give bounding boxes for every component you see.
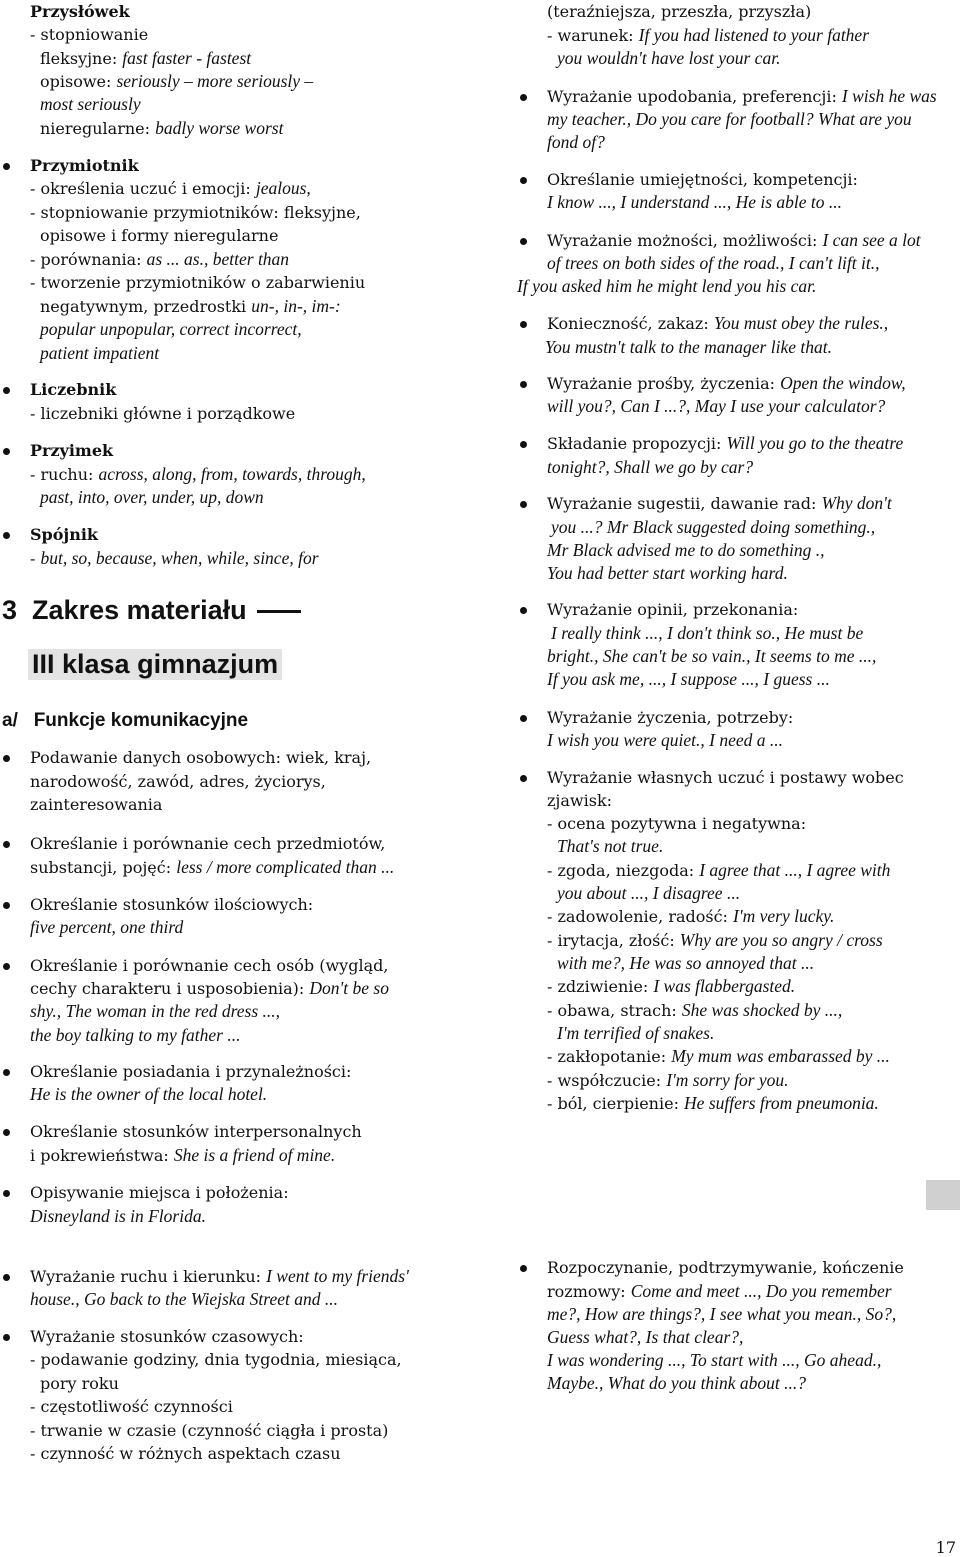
left-line <box>30 1000 280 1024</box>
left-line <box>30 746 371 770</box>
right-line <box>547 1326 743 1350</box>
left-line <box>30 1205 206 1229</box>
example-text: patient impatient <box>40 343 160 363</box>
example-text: Why are you so angry / cross <box>679 930 883 950</box>
body-text: fleksyjne: <box>40 49 123 68</box>
right-line <box>547 859 890 883</box>
right-line <box>517 275 816 299</box>
example-text: If you asked him he might lend you his car. <box>517 276 817 296</box>
body-text: Składanie propozycji: <box>547 434 727 453</box>
left-line <box>30 1265 409 1289</box>
right-line <box>551 622 863 646</box>
left-line <box>30 23 148 47</box>
right-line <box>547 432 903 456</box>
body-text: substancji, pojęć: <box>30 858 177 877</box>
section-title: Zakres materiału <box>32 595 247 625</box>
body-text: - porównania: <box>30 250 147 269</box>
left-line <box>40 117 283 141</box>
body-text: - ból, cierpienie: <box>547 1094 685 1113</box>
bullet-icon <box>3 448 10 455</box>
example-text: Maybe., What do you think about ...? <box>547 1373 807 1393</box>
body-text: - stopniowanie <box>30 25 149 44</box>
example-text: seriously – more seriously – <box>116 71 314 91</box>
example-text: I know ..., I understand ..., He is able to ... <box>547 192 843 212</box>
left-line <box>30 1419 388 1443</box>
body-text: negatywnym, przedrostki <box>40 297 252 316</box>
right-line <box>557 882 740 906</box>
bullet-icon <box>3 163 10 170</box>
example-text: you wouldn't have lost your car. <box>557 48 781 68</box>
right-line <box>551 516 875 540</box>
heading-text: Przyimek <box>30 441 114 460</box>
left-line <box>30 1060 351 1084</box>
bullet-icon <box>3 963 10 970</box>
left-line <box>40 47 251 71</box>
example-text: That's not true. <box>557 836 664 856</box>
left-line <box>30 201 361 225</box>
body-text: opisowe: <box>40 72 117 91</box>
left-line <box>30 856 394 880</box>
body-text: nieregularne: <box>40 119 156 138</box>
right-line <box>547 1372 806 1396</box>
section-number: 3 <box>2 595 18 625</box>
left-line <box>30 893 313 917</box>
example-text: badly worse worst <box>155 118 284 138</box>
section-heading <box>2 595 301 626</box>
body-text: - ocena pozytywna i negatywna: <box>547 814 807 833</box>
right-line <box>547 1256 904 1280</box>
left-line <box>30 1442 341 1466</box>
left-line <box>30 177 311 201</box>
page-number: 17 <box>935 1538 956 1557</box>
example-text: less / more complicated than ... <box>176 857 395 877</box>
bullet-icon <box>520 715 527 722</box>
body-text: - warunek: <box>547 26 639 45</box>
example-text: If you ask me, ..., I suppose ..., I guess ... <box>547 669 830 689</box>
right-line <box>557 835 663 859</box>
example-text: house., Go back to the Wiejska Street and ... <box>30 1289 338 1309</box>
example-text: You must obey the rules., <box>713 313 889 333</box>
bullet-icon <box>3 755 10 762</box>
left-line <box>30 1395 233 1419</box>
right-line <box>547 999 842 1023</box>
example-text: I was flabbergasted. <box>653 976 796 996</box>
right-line <box>547 1045 890 1069</box>
left-line <box>30 0 130 24</box>
bullet-icon <box>520 441 527 448</box>
left-line <box>30 1288 338 1312</box>
left-line <box>30 977 389 1001</box>
body-text: - liczebniki główne i porządkowe <box>30 404 296 423</box>
subsection-label: a/ <box>2 710 18 731</box>
right-line <box>547 812 806 836</box>
subsection-heading <box>2 710 248 732</box>
left-line <box>40 342 159 366</box>
left-line <box>40 318 302 342</box>
body-text: - <box>30 549 41 568</box>
body-text: Określanie posiadania i przynależności: <box>30 1062 352 1081</box>
left-line <box>40 70 313 94</box>
body-text: Opisywanie miejsca i położenia: <box>30 1183 289 1202</box>
example-text: me?, How are things?, I see what you mean., So?, <box>547 1304 897 1324</box>
example-text: Don't be so <box>309 978 389 998</box>
body-text: Wyrażanie własnych uczuć i postawy wobec <box>547 768 904 787</box>
body-text: Wyrażanie upodobania, preferencji: <box>547 87 842 106</box>
right-line <box>547 645 876 669</box>
right-line <box>547 539 825 563</box>
left-line <box>30 1083 267 1107</box>
bullet-icon <box>520 1265 527 1272</box>
example-text: Mr Black advised me to do something ., <box>547 540 825 560</box>
example-text: I really think ..., I don't think so., He must be <box>551 623 864 643</box>
body-text: Wyrażanie sugestii, dawanie rad: <box>547 494 822 513</box>
example-text: the boy talking to my father ... <box>30 1025 241 1045</box>
left-line <box>40 93 141 117</box>
example-text: Guess what?, Is that clear?, <box>547 1327 744 1347</box>
left-line <box>40 295 341 319</box>
left-line <box>30 1181 289 1205</box>
left-line <box>30 954 388 978</box>
heading-text: Przymiotnik <box>30 156 139 175</box>
bullet-icon <box>3 1334 10 1341</box>
left-line <box>30 439 113 463</box>
body-text: - trwanie w czasie (czynność ciągła i prosta) <box>30 1421 389 1440</box>
left-line <box>30 523 98 547</box>
example-text: you ...? Mr Black suggested doing something., <box>551 517 876 537</box>
example-text: Why don't <box>821 493 892 513</box>
right-line <box>547 85 937 109</box>
bullet-icon <box>3 841 10 848</box>
example-text: shy., The woman in the red dress ..., <box>30 1001 281 1021</box>
bullet-icon <box>3 387 10 394</box>
right-line <box>547 395 885 419</box>
right-line <box>557 952 814 976</box>
right-line <box>547 131 605 155</box>
left-line <box>30 402 295 426</box>
body-text: Określanie i porównanie cech osób (wygląd, <box>30 956 389 975</box>
bullet-icon <box>520 607 527 614</box>
bullet-icon <box>3 1190 10 1197</box>
example-text: I went to my friends' <box>266 1266 409 1286</box>
example-text: Open the window, <box>780 373 906 393</box>
body-text: Wyrażanie życzenia, potrzeby: <box>547 708 794 727</box>
body-text: - obawa, strach: <box>547 1001 682 1020</box>
bullet-icon <box>3 1274 10 1281</box>
grey-marker <box>926 1180 960 1210</box>
bullet-icon <box>520 94 527 101</box>
right-line <box>547 456 753 480</box>
body-text: - podawanie godziny, dnia tygodnia, miesiąca, <box>30 1350 402 1369</box>
body-text: - ruchu: <box>30 465 99 484</box>
right-line <box>547 108 912 132</box>
example-text: You had better start working hard. <box>547 563 788 583</box>
example-text: my teacher., Do you care for football? What are you <box>547 109 912 129</box>
bullet-icon <box>3 1069 10 1076</box>
example-text: She is a friend of mine. <box>173 1145 336 1165</box>
right-line <box>547 191 842 215</box>
left-line <box>30 154 139 178</box>
example-text: Disneyland is in Florida. <box>30 1206 206 1226</box>
right-line <box>547 905 834 929</box>
example-text: tonight?, Shall we go by car? <box>547 457 754 477</box>
body-text: Określanie stosunków interpersonalnych <box>30 1122 362 1141</box>
example-text: popular unpopular, correct incorrect, <box>40 319 302 339</box>
heading-text: Przysłówek <box>30 2 130 21</box>
example-text: If you had listened to your father <box>638 25 870 45</box>
example-text: but, so, because, when, while, since, for <box>40 548 319 568</box>
left-line <box>30 1120 362 1144</box>
left-line <box>30 770 326 794</box>
body-text: cechy charakteru i usposobienia): <box>30 979 310 998</box>
example-text: You mustn't talk to the manager like that. <box>545 337 832 357</box>
left-line <box>30 793 162 817</box>
body-text: zainteresowania <box>30 795 163 814</box>
body-text: - określenia uczuć i emocji: <box>30 179 256 198</box>
right-line <box>547 492 892 516</box>
left-line <box>30 271 365 295</box>
right-line <box>547 668 830 692</box>
left-line <box>30 378 116 402</box>
body-text: - irytacja, złość: <box>547 931 680 950</box>
bullet-icon <box>520 321 527 328</box>
body-text: Określanie i porównanie cech przedmiotów, <box>30 834 386 853</box>
body-text: - częstotliwość czynności <box>30 1397 233 1416</box>
body-text: - zadowolenie, radość: <box>547 907 734 926</box>
body-text: - stopniowanie przymiotników: fleksyjne, <box>30 203 361 222</box>
right-line <box>547 706 793 730</box>
body-text: i pokrewieństwa: <box>30 1146 174 1165</box>
body-text: - tworzenie przymiotników o zabarwieniu <box>30 273 366 292</box>
example-text: will you?, Can I ...?, May I use your calculator? <box>547 396 886 416</box>
body-text: - zakłopotanie: <box>547 1047 672 1066</box>
example-text: I was wondering ..., To start with ..., Go ahead., <box>547 1350 882 1370</box>
left-line <box>30 1024 240 1048</box>
example-text: fond of? <box>547 132 605 152</box>
body-text: opisowe i formy nieregularne <box>40 226 279 245</box>
example-text: I'm terrified of snakes. <box>557 1023 715 1043</box>
body-text: Konieczność, zakaz: <box>547 314 714 333</box>
heading-text: Spójnik <box>30 525 98 544</box>
left-line <box>30 1348 402 1372</box>
body-text: pory roku <box>40 1374 119 1393</box>
right-line <box>547 252 880 276</box>
example-text: I wish you were quiet., I need a ... <box>547 730 784 750</box>
left-line <box>30 463 366 487</box>
example-text: I can see a lot <box>822 230 921 250</box>
body-text: - zgoda, niezgoda: <box>547 861 700 880</box>
body-text: - zdziwienie: <box>547 977 654 996</box>
example-text: He suffers from pneumonia. <box>684 1093 879 1113</box>
body-text: Określanie umiejętności, kompetencji: <box>547 170 858 189</box>
body-text: Wyrażanie prośby, życzenia: <box>547 374 781 393</box>
example-text: most seriously <box>40 94 141 114</box>
body-text: zjawisk: <box>547 791 613 810</box>
example-text: He is the owner of the local hotel. <box>30 1084 268 1104</box>
class-subtitle: III klasa gimnazjum <box>28 649 282 680</box>
example-text: five percent, one third <box>30 917 184 937</box>
example-text: un-, in-, im-: <box>251 296 341 316</box>
left-line <box>30 547 319 571</box>
body-text: Wyrażanie opinii, przekonania: <box>547 600 799 619</box>
right-line <box>547 1349 881 1373</box>
example-text: jealous, <box>255 178 311 198</box>
example-text: I'm sorry for you. <box>666 1070 789 1090</box>
example-text: fast faster - fastest <box>122 48 252 68</box>
bullet-icon <box>520 238 527 245</box>
body-text: - współczucie: <box>547 1071 667 1090</box>
bullet-icon <box>520 775 527 782</box>
body-text: Wyrażanie ruchu i kierunku: <box>30 1267 267 1286</box>
right-line <box>547 562 788 586</box>
body-text: Określanie stosunków ilościowych: <box>30 895 314 914</box>
right-line <box>547 1069 789 1093</box>
right-line <box>557 1022 714 1046</box>
right-line <box>547 312 888 336</box>
left-line <box>30 832 385 856</box>
bullet-icon <box>520 381 527 388</box>
right-line <box>547 1280 892 1304</box>
right-line <box>547 0 811 24</box>
example-text: Come and meet ..., Do you remember <box>630 1281 892 1301</box>
example-text: of trees on both sides of the road., I can't lift it., <box>547 253 880 273</box>
right-line <box>547 1092 879 1116</box>
example-text: Will you go to the theatre <box>726 433 904 453</box>
right-line <box>545 336 832 360</box>
right-line <box>547 168 858 192</box>
body-text: - czynność w różnych aspektach czasu <box>30 1444 341 1463</box>
example-text: you about ..., I disagree ... <box>557 883 741 903</box>
example-text: My mum was embarassed by ... <box>671 1046 890 1066</box>
right-line <box>547 1303 896 1327</box>
heading-text: Liczebnik <box>30 380 117 399</box>
right-line <box>547 598 798 622</box>
body-text: Podawanie danych osobowych: wiek, kraj, <box>30 748 372 767</box>
right-line <box>547 729 783 753</box>
example-text: bright., She can't be so vain., It seems to me ..., <box>547 646 877 666</box>
right-line <box>547 929 883 953</box>
right-line <box>547 766 904 790</box>
example-text: I'm very lucky. <box>733 906 835 926</box>
example-text: with me?, He was so annoyed that ... <box>557 953 815 973</box>
example-text: as ... as., better than <box>146 249 290 269</box>
left-line <box>40 224 278 248</box>
subsection-title: Funkcje komunikacyjne <box>33 710 249 731</box>
example-text: She was shocked by ..., <box>681 1000 843 1020</box>
body-text: Rozpoczynanie, podtrzymywanie, kończenie <box>547 1258 904 1277</box>
example-text: across, along, from, towards, through, <box>98 464 366 484</box>
bullet-icon <box>3 532 10 539</box>
body-text: Wyrażanie stosunków czasowych: <box>30 1327 304 1346</box>
bullet-icon <box>3 1129 10 1136</box>
left-line <box>30 248 289 272</box>
bullet-icon <box>520 177 527 184</box>
right-line <box>547 229 921 253</box>
body-text: rozmowy: <box>547 1282 631 1301</box>
right-line <box>547 24 869 48</box>
left-line <box>40 486 264 510</box>
right-line <box>547 372 906 396</box>
example-text: I wish he was <box>841 86 937 106</box>
left-line <box>40 1372 119 1396</box>
right-line <box>557 47 780 71</box>
left-line <box>30 1144 335 1168</box>
left-line <box>30 916 183 940</box>
body-text: narodowość, zawód, adres, życiorys, <box>30 772 326 791</box>
bullet-icon <box>3 902 10 909</box>
right-line <box>547 789 612 813</box>
example-text: past, into, over, under, up, down <box>40 487 264 507</box>
example-text: I agree that ..., I agree with <box>699 860 891 880</box>
bullet-icon <box>520 501 527 508</box>
heading-rule <box>257 610 301 613</box>
left-line <box>30 1325 304 1349</box>
body-text: Wyrażanie możności, możliwości: <box>547 231 823 250</box>
body-text: (teraźniejsza, przeszła, przyszła) <box>547 2 812 21</box>
right-line <box>547 975 795 999</box>
